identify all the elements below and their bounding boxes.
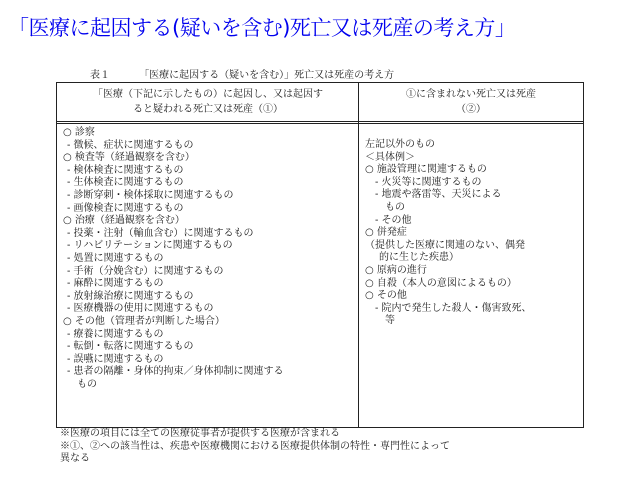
left-column-line: - 手術（分娩含む）に関連するもの xyxy=(67,265,224,277)
footnote-line: ※医療の項目には全ての医療従事者が提供する医療が含まれる xyxy=(60,428,340,439)
right-column-line: - 院内で発生した殺人・傷害致死、 xyxy=(375,302,532,314)
left-column-line: - 投薬・注射（輸血含む）に関連するもの xyxy=(67,227,254,239)
right-column-line: ○ 自殺（本人の意図によるもの） xyxy=(365,277,517,289)
column-divider xyxy=(358,83,359,427)
footnote-line: 異なる xyxy=(60,453,90,464)
left-column-line: - 患者の隔離・身体的拘束／身体抑制に関連する xyxy=(67,366,284,378)
left-column-line: ○ 治療（経過観察を含む） xyxy=(63,215,185,227)
right-column-line: 左記以外のもの xyxy=(365,139,435,150)
header-divider xyxy=(57,121,583,124)
header-left xyxy=(63,87,353,117)
left-column-line: - 麻酔に関連するもの xyxy=(67,278,164,290)
footnote-line: ※①、②への該当性は、疾患や医療機関における医療提供体制の特性・専門性によって xyxy=(60,440,450,452)
left-column-line: - 生体検査に関連するもの xyxy=(67,177,184,189)
header-right-line: （②） xyxy=(456,104,486,115)
left-column-line: - 処置に関連するもの xyxy=(67,252,164,264)
left-column-line: - 診断穿刺・検体採取に関連するもの xyxy=(67,189,234,201)
left-column-line: - 転倒・転落に関連するもの xyxy=(67,341,194,353)
left-column-line: - リハビリテーションに関連するもの xyxy=(67,240,233,252)
slide-title: 「医療に起因する(疑いを含む)死亡又は死産の考え方」 xyxy=(8,16,516,40)
right-column-line: （提供した医療に関連のない、偶発 xyxy=(365,239,525,251)
header-right-line: ①に含まれない死亡又は死産 xyxy=(406,89,536,100)
left-column-line: - 誤嚥に関連するもの xyxy=(67,353,164,365)
right-column-line: - その他 xyxy=(375,214,412,226)
left-column-line: - 放射線治療に関連するもの xyxy=(67,290,194,302)
left-column-line: ○ その他（管理者が判断した場合） xyxy=(63,315,225,327)
left-column-line: - 検体検査に関連するもの xyxy=(67,164,184,176)
right-column-line: - 地震や落雷等、天災による xyxy=(375,189,502,201)
header-left-line: ると疑われる死亡又は死産（①） xyxy=(133,104,283,115)
left-column-line: - 医療機器の使用に関連するもの xyxy=(67,303,214,315)
table-caption-title: 「医療に起因する（疑いを含む）」死亡又は死産の考え方 xyxy=(139,70,395,81)
classification-table xyxy=(56,82,584,428)
right-column-line: もの xyxy=(385,201,405,213)
left-column-line: - 徴候、症状に関連するもの xyxy=(67,139,194,151)
right-column-line: 等 xyxy=(385,315,395,327)
footnotes xyxy=(60,428,600,466)
left-column-body xyxy=(63,127,355,391)
table-caption-number: 表１ xyxy=(90,70,110,81)
right-column-line: ＜具体例＞ xyxy=(365,151,415,163)
left-column-line: - 画像検査に関連するもの xyxy=(67,202,184,214)
right-column-line: ○ その他 xyxy=(365,290,407,302)
right-column-line: ○ 原病の進行 xyxy=(365,264,427,276)
left-column-line: - 療養に関連するもの xyxy=(67,328,164,340)
right-column-body xyxy=(365,139,579,328)
table-caption xyxy=(90,66,394,81)
left-column-line: もの xyxy=(77,378,97,390)
right-column-line: ○ 施設管理に関連するもの xyxy=(365,164,487,176)
header-left-line: 「医療（下記に示したもの）に起因し、又は起因す xyxy=(93,89,323,100)
left-column-line: ○ 診察 xyxy=(63,127,95,138)
left-column-line: ○ 検査等（経過観察を含む） xyxy=(63,152,195,164)
right-column-line: 的に生じた疾患） xyxy=(379,252,459,264)
right-column-line: - 火災等に関連するもの xyxy=(375,176,482,188)
header-right xyxy=(363,87,579,117)
right-column-line: ○ 併発症 xyxy=(365,227,407,239)
